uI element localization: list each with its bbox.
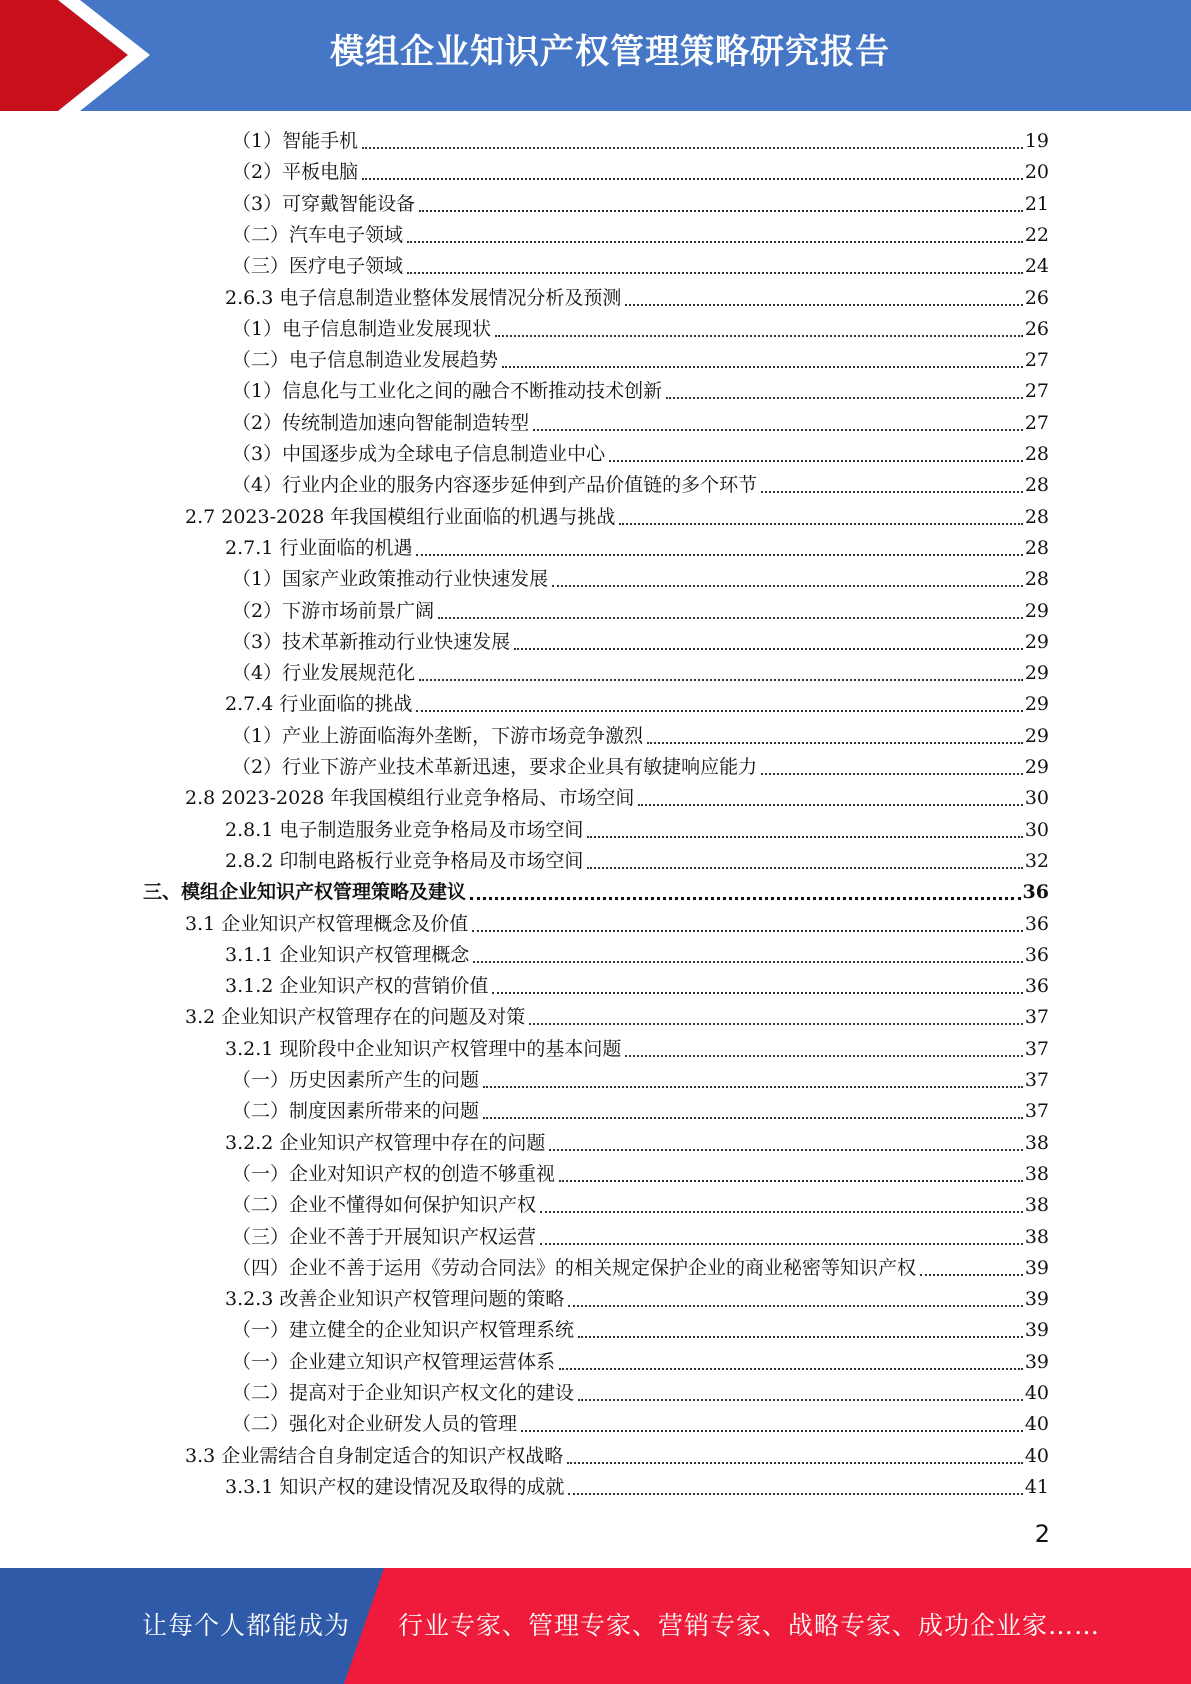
toc-entry[interactable] (232, 439, 1049, 470)
toc-entry-page: 36 (1022, 881, 1049, 904)
toc-entry-title: 三、模组企业知识产权管理策略及建议 (143, 881, 467, 904)
toc-dot-leader (920, 1274, 1023, 1276)
toc-entry-page: 37 (1024, 1100, 1049, 1123)
toc-dot-leader (619, 523, 1022, 525)
toc-entry[interactable] (225, 1128, 1049, 1159)
toc-entry[interactable] (232, 314, 1049, 345)
toc-entry-page: 26 (1024, 286, 1049, 309)
toc-entry[interactable] (232, 1409, 1049, 1440)
toc-dot-leader (514, 648, 1023, 650)
toc-dot-leader (638, 804, 1022, 806)
toc-entry-title: （二）提高对于企业知识产权文化的建设 (232, 1382, 575, 1404)
toc-entry-page: 37 (1024, 1006, 1049, 1029)
toc-entry-page: 38 (1024, 1225, 1049, 1248)
toc-entry-title: 2.8.2 印制电路板行业竞争格局及市场空间 (225, 849, 584, 872)
toc-entry-page: 20 (1024, 161, 1049, 184)
toc-dot-leader (559, 1368, 1023, 1370)
toc-entry-page: 36 (1024, 975, 1049, 998)
footer-slogan-right: 行业专家、管理专家、营销专家、战略专家、成功企业家…… (398, 1611, 1101, 1640)
toc-entry-page: 40 (1024, 1444, 1049, 1467)
toc-entry-title: （1）国家产业政策推动行业快速发展 (232, 568, 549, 591)
toc-dot-leader (473, 961, 1022, 963)
toc-entry-page: 29 (1024, 693, 1049, 716)
toc-entry-page: 32 (1024, 849, 1049, 872)
toc-entry[interactable] (232, 376, 1049, 407)
toc-entry-page: 39 (1024, 1256, 1049, 1279)
toc-dot-leader (362, 178, 1023, 180)
toc-entry[interactable] (225, 533, 1049, 564)
toc-entry-title: （二）强化对企业研发人员的管理 (232, 1413, 518, 1436)
toc-entry-page: 36 (1024, 943, 1049, 966)
footer-slogan-left: 让每个人都能成为 (142, 1611, 351, 1640)
toc-entry[interactable] (232, 658, 1049, 689)
toc-dot-leader (625, 1055, 1022, 1057)
toc-entry[interactable] (232, 1222, 1049, 1253)
toc-entry[interactable] (185, 502, 1049, 533)
toc-dot-leader (666, 397, 1023, 399)
toc-dot-leader (540, 1211, 1023, 1213)
toc-entry-title: 3.1.2 企业知识产权的营销价值 (225, 975, 489, 998)
toc-entry-page: 28 (1024, 443, 1049, 465)
toc-dot-leader (492, 992, 1022, 994)
toc-entry[interactable] (232, 220, 1049, 251)
toc-entry[interactable] (232, 627, 1049, 658)
toc-entry-page: 30 (1024, 818, 1049, 841)
toc-entry-title: （2）行业下游产业技术革新迅速，要求企业具有敏捷响应能力 (232, 756, 758, 778)
toc-entry-title: （二）电子信息制造业发展趋势 (232, 349, 499, 372)
toc-entry[interactable] (232, 126, 1049, 157)
toc-entry-title: （二）汽车电子领域 (232, 223, 404, 246)
toc-dot-leader (587, 836, 1022, 838)
toc-entry[interactable] (185, 1002, 1049, 1033)
toc-entry-page: 30 (1024, 787, 1049, 810)
toc-entry[interactable] (232, 1190, 1049, 1221)
toc-dot-leader (529, 1023, 1023, 1025)
toc-entry[interactable] (232, 189, 1049, 220)
toc-entry[interactable] (232, 1315, 1049, 1346)
toc-entry-title: 3.1 企业知识产权管理概念及价值 (185, 912, 469, 935)
toc-entry-page: 41 (1024, 1475, 1049, 1498)
toc-dot-leader (362, 147, 1023, 149)
toc-entry-page: 28 (1024, 505, 1049, 528)
toc-entry[interactable] (225, 283, 1049, 314)
toc-entry-title: 3.2.2 企业知识产权管理中存在的问题 (225, 1131, 546, 1154)
toc-dot-leader (578, 1336, 1023, 1338)
toc-dot-leader (587, 867, 1022, 869)
toc-entry-title: （4）行业发展规范化 (232, 662, 416, 685)
toc-dot-leader (609, 460, 1023, 462)
toc-entry-title: （4）行业内企业的服务内容逐步延伸到产品价值链的多个环节 (232, 474, 758, 497)
toc-entry-title: （1）信息化与工业化之间的融合不断推动技术创新 (232, 380, 663, 403)
toc-dot-leader (483, 1117, 1023, 1119)
header-arrow-decoration (0, 0, 160, 111)
toc-dot-leader (761, 773, 1023, 775)
toc-entry-title: （一）企业建立知识产权管理运营体系 (232, 1350, 556, 1373)
toc-dot-leader (416, 710, 1022, 712)
toc-entry[interactable] (225, 1472, 1049, 1503)
toc-dot-leader (647, 742, 1023, 744)
toc-entry-title: （3）技术革新推动行业快速发展 (232, 630, 511, 653)
toc-entry-title: （2）平板电脑 (232, 161, 359, 184)
toc-entry-title: （1）智能手机 (232, 130, 359, 152)
toc-entry[interactable] (143, 877, 1049, 908)
toc-dot-leader (438, 617, 1023, 619)
toc-entry[interactable] (232, 345, 1049, 376)
toc-entry-title: （一）企业对知识产权的创造不够重视 (232, 1162, 556, 1185)
toc-dot-leader (568, 1305, 1022, 1307)
toc-dot-leader (407, 272, 1023, 274)
toc-dot-leader (568, 1493, 1022, 1495)
toc-entry-title: （3）可穿戴智能设备 (232, 192, 416, 215)
toc-entry-title: 2.7.4 行业面临的挑战 (225, 693, 413, 716)
toc-dot-leader (470, 897, 1021, 900)
toc-entry[interactable] (232, 157, 1049, 188)
toc-entry-page: 39 (1024, 1319, 1049, 1342)
toc-entry-title: 3.3 企业需结合自身制定适合的知识产权战略 (185, 1444, 564, 1467)
toc-entry-title: （四）企业不善于运用《劳动合同法》的相关规定保护企业的商业秘密等知识产权 (232, 1256, 917, 1279)
toc-entry[interactable] (225, 1284, 1049, 1315)
toc-entry-page: 24 (1024, 255, 1049, 278)
toc-entry-title: 2.8 2023-2028 年我国模组行业竞争格局、市场空间 (185, 787, 635, 810)
toc-entry-page: 37 (1024, 1037, 1049, 1060)
toc-entry[interactable] (232, 251, 1049, 282)
toc-entry-page: 29 (1024, 630, 1049, 653)
toc-entry[interactable] (232, 1378, 1049, 1409)
toc-entry-title: 3.2.3 改善企业知识产权管理问题的策略 (225, 1288, 565, 1311)
toc-dot-leader (483, 1086, 1023, 1088)
toc-entry-title: 2.7 2023-2028 年我国模组行业面临的机遇与挑战 (185, 505, 616, 528)
toc-entry[interactable] (232, 470, 1049, 501)
toc-entry-page: 29 (1024, 662, 1049, 685)
toc-entry-page: 37 (1024, 1069, 1049, 1091)
toc-entry-title: 3.2.1 现阶段中企业知识产权管理中的基本问题 (225, 1037, 622, 1060)
toc-entry[interactable] (225, 815, 1049, 846)
toc-entry[interactable] (225, 689, 1049, 720)
toc-entry-page: 40 (1024, 1382, 1049, 1404)
toc-entry[interactable] (225, 971, 1049, 1002)
toc-entry[interactable] (232, 408, 1049, 439)
toc-entry[interactable] (185, 783, 1049, 814)
toc-dot-leader (761, 491, 1023, 493)
toc-entry-page: 26 (1024, 317, 1049, 340)
toc-entry-page: 22 (1024, 223, 1049, 246)
page-header-band (0, 0, 1191, 111)
toc-entry-page: 38 (1024, 1162, 1049, 1185)
toc-entry-title: （二）企业不懂得如何保护知识产权 (232, 1194, 537, 1217)
toc-entry-page: 29 (1024, 756, 1049, 778)
toc-dot-leader (625, 304, 1022, 306)
toc-dot-leader (419, 679, 1023, 681)
toc-entry[interactable] (232, 596, 1049, 627)
toc-entry[interactable] (225, 846, 1049, 877)
toc-entry-title: 3.2 企业知识产权管理存在的问题及对策 (185, 1006, 526, 1029)
toc-entry-title: 2.7.1 行业面临的机遇 (225, 536, 413, 559)
toc-dot-leader (567, 1462, 1023, 1464)
toc-entry[interactable] (232, 721, 1049, 752)
toc-dot-leader (502, 366, 1023, 368)
toc-entry[interactable] (232, 1065, 1049, 1096)
toc-entry-page: 27 (1024, 411, 1049, 434)
toc-entry-page: 39 (1024, 1288, 1049, 1311)
toc-dot-leader (472, 930, 1023, 932)
toc-entry-title: 3.1.1 企业知识产权管理概念 (225, 943, 470, 966)
toc-entry[interactable] (232, 1253, 1049, 1284)
toc-dot-leader (549, 1149, 1022, 1151)
toc-entry-page: 40 (1024, 1413, 1049, 1436)
toc-entry-title: 3.3.1 知识产权的建设情况及取得的成就 (225, 1475, 565, 1498)
toc-entry-title: （1）电子信息制造业发展现状 (232, 317, 492, 340)
toc-entry-title: （一）建立健全的企业知识产权管理系统 (232, 1319, 575, 1342)
page-number: 2 (1034, 1520, 1050, 1548)
toc-dot-leader (419, 210, 1023, 212)
toc-entry-page: 28 (1024, 474, 1049, 497)
toc-entry[interactable] (185, 1441, 1049, 1472)
toc-entry-page: 27 (1024, 349, 1049, 372)
toc-entry-page: 19 (1024, 130, 1049, 152)
toc-dot-leader (407, 241, 1023, 243)
toc-entry[interactable] (232, 1096, 1049, 1127)
toc-dot-leader (533, 429, 1023, 431)
toc-entry-page: 39 (1024, 1350, 1049, 1373)
toc-entry-page: 29 (1024, 724, 1049, 747)
toc-dot-leader (416, 554, 1022, 556)
toc-entry-title: 2.6.3 电子信息制造业整体发展情况分析及预测 (225, 286, 622, 309)
toc-entry-page: 36 (1024, 912, 1049, 935)
toc-entry-page: 28 (1024, 568, 1049, 591)
toc-entry[interactable] (232, 752, 1049, 783)
toc-entry-title: （三）医疗电子领域 (232, 255, 404, 278)
toc-entry[interactable] (232, 1347, 1049, 1378)
toc-entry-title: （2）下游市场前景广阔 (232, 599, 435, 622)
report-title: 模组企业知识产权管理策略研究报告 (330, 32, 890, 72)
toc-entry[interactable] (232, 1159, 1049, 1190)
toc-entry[interactable] (232, 564, 1049, 595)
toc-entry-title: （二）制度因素所带来的问题 (232, 1100, 480, 1123)
toc-entry-page: 38 (1024, 1194, 1049, 1217)
toc-entry-title: 2.8.1 电子制造服务业竞争格局及市场空间 (225, 818, 584, 841)
toc-dot-leader (552, 585, 1023, 587)
toc-dot-leader (578, 1399, 1023, 1401)
toc-entry-page: 38 (1024, 1131, 1049, 1154)
toc-entry-page: 28 (1024, 536, 1049, 559)
toc-entry-title: （1）产业上游面临海外垄断，下游市场竞争激烈 (232, 724, 644, 747)
toc-entry-page: 27 (1024, 380, 1049, 403)
toc-entry-title: （3）中国逐步成为全球电子信息制造业中心 (232, 443, 606, 465)
toc-entry[interactable] (185, 909, 1049, 940)
toc-dot-leader (559, 1180, 1023, 1182)
toc-dot-leader (521, 1430, 1023, 1432)
toc-entry-page: 29 (1024, 599, 1049, 622)
toc-entry[interactable] (225, 940, 1049, 971)
toc-entry-page: 21 (1024, 192, 1049, 215)
toc-entry-title: （一）历史因素所产生的问题 (232, 1069, 480, 1091)
page-footer-band (0, 1568, 1191, 1684)
toc-entry[interactable] (225, 1034, 1049, 1065)
toc-dot-leader (540, 1243, 1023, 1245)
toc-dot-leader (495, 335, 1023, 337)
toc-entry-title: （2）传统制造加速向智能制造转型 (232, 411, 530, 434)
toc-entry-title: （三）企业不善于开展知识产权运营 (232, 1225, 537, 1248)
